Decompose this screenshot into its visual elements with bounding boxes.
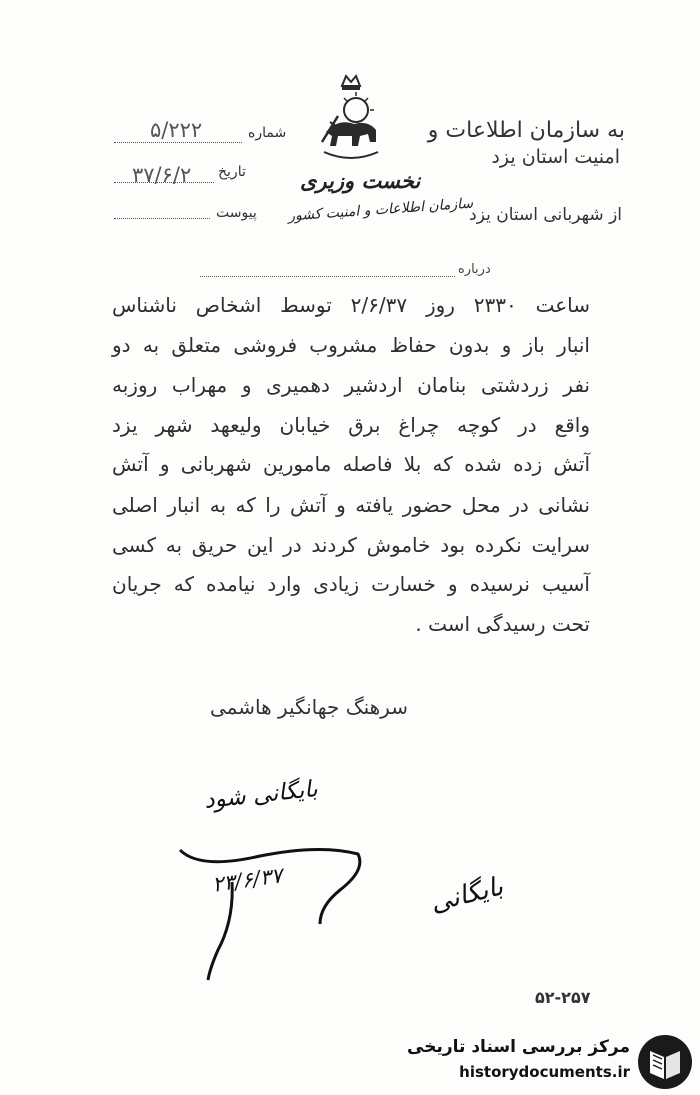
date-value: ۳۷/۶/۲ [132,163,192,187]
sender-line: از شهربانی استان یزد [469,205,622,225]
number-label: شماره [248,125,287,141]
watermark-url: historydocuments.ir [459,1063,630,1081]
handwritten-note-archive: بایگانی شود [202,776,319,814]
recipient-line-2: امنیت استان یزد [491,146,620,168]
handwritten-signature-strokes [170,830,370,990]
signatory-name: سرهنگ جهانگیر هاشمی [210,695,408,719]
watermark [407,1033,696,1091]
watermark-title: مرکز بررسی اسناد تاریخی [407,1037,630,1057]
handwritten-date: ۲۳/۶/۳۷ [210,863,284,897]
body-line: نشانی در محل حضور یافته و آتش را که به انبار اصلی [112,493,590,517]
body-line: انبار باز و بدون حفاظ مشروب فروشی متعلق به دو [112,333,590,357]
date-label: تاریخ [218,164,246,180]
subject-dots [200,276,455,277]
attachment-label: پیوست [216,205,257,221]
body-line: آسیب نرسیده و خسارت زیادی وارد نیامده که جریان [112,572,590,596]
date-dots [114,182,214,183]
body-line: نفر زردشتی بنامان اردشیر دهمیری و مهراب روزبه [112,373,590,397]
number-dots [114,142,242,143]
body-line: ساعت ۲۳۳۰ روز ۲/۶/۳۷ توسط اشخاص ناشناس [112,293,591,317]
body-line-last: تحت رسیدگی است . [415,612,590,636]
organization-stamp: سازمان اطلاعات و امنیت کشور [287,195,474,225]
handwritten-note-2: بایگانی [427,871,507,919]
ministry-name: نخست وزیری [300,168,421,193]
body-line: آتش زده شده که بلا فاصله مامورین شهربانی و آتش [112,452,590,476]
archive-book-logo-icon [634,1033,696,1091]
lion-and-sun-emblem-icon [316,72,386,162]
attachment-dots [114,218,210,219]
recipient-line-1: به سازمان اطلاعات و [427,118,625,143]
subject-label: درباره [458,262,491,277]
body-line: واقع در کوچه چراغ برق خیابان ولیعهد شهر یزد [112,413,590,437]
number-value: ۵/۲۲۲ [150,118,203,142]
body-line: سرایت نکرده بود خاموش کردند در این حریق به کسی [112,533,590,557]
document-code: ۵۲-۲۵۷ [535,988,591,1007]
